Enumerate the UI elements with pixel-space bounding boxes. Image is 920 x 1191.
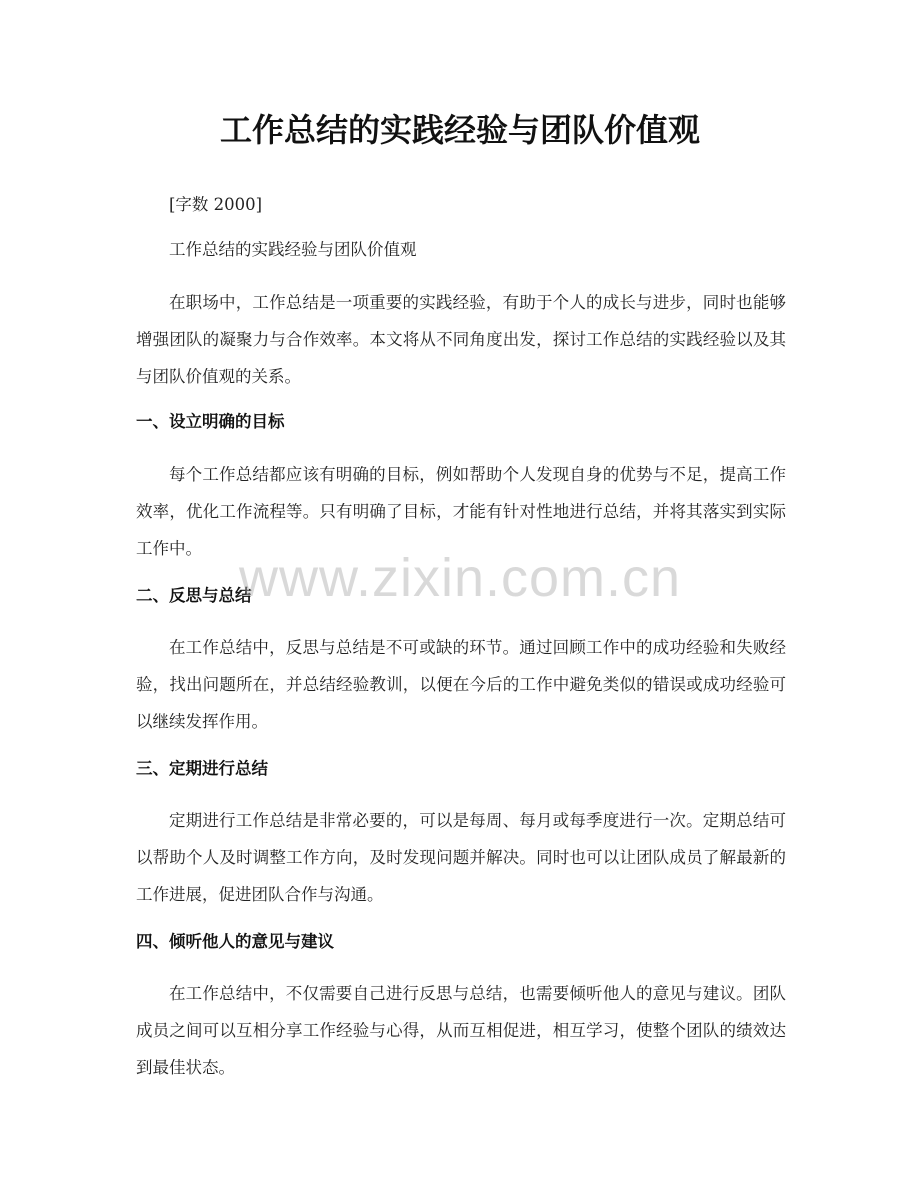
section-body-1: 每个工作总结都应该有明确的目标，例如帮助个人发现自身的优势与不足，提高工作效率，优化工作流程等。只有明确了目标，才能有针对性地进行总结，并将其落实到实际工作中。	[136, 465, 786, 558]
section-heading-1: 一、设立明确的目标	[136, 412, 285, 431]
section-body-4: 在工作总结中，不仅需要自己进行反思与总结，也需要倾听他人的意见与建议。团队成员之间可以互相分享工作经验与心得，从而互相促进，相互学习，使整个团队的绩效达到最佳状态。	[136, 984, 786, 1077]
section-heading-4: 四、倾听他人的意见与建议	[136, 932, 334, 951]
section-body-2: 在工作总结中，反思与总结是不可或缺的环节。通过回顾工作中的成功经验和失败经验，找出问题所在，并总结经验教训，以便在今后的工作中避免类似的错误或成功经验可以继续发挥作用。	[136, 638, 786, 731]
section-heading-3: 三、定期进行总结	[136, 759, 268, 778]
document-title: 工作总结的实践经验与团队价值观	[219, 111, 700, 149]
section-heading-2: 二、反思与总结	[136, 586, 252, 605]
section-body-3: 定期进行工作总结是非常必要的，可以是每周、每月或每季度进行一次。定期总结可以帮助个人及时调整工作方向，及时发现问题并解决。同时也可以让团队成员了解最新的工作进展，促进团队合作与沟通。	[136, 811, 786, 904]
watermark: www.zixin.com.cn	[238, 548, 682, 608]
word-count: [字数 2000]	[169, 195, 263, 214]
document-subtitle: 工作总结的实践经验与团队价值观	[169, 240, 417, 259]
intro-paragraph: 在职场中，工作总结是一项重要的实践经验，有助于个人的成长与进步，同时也能够增强团队的凝聚力与合作效率。本文将从不同角度出发，探讨工作总结的实践经验以及其与团队价值观的关系。	[136, 293, 786, 386]
